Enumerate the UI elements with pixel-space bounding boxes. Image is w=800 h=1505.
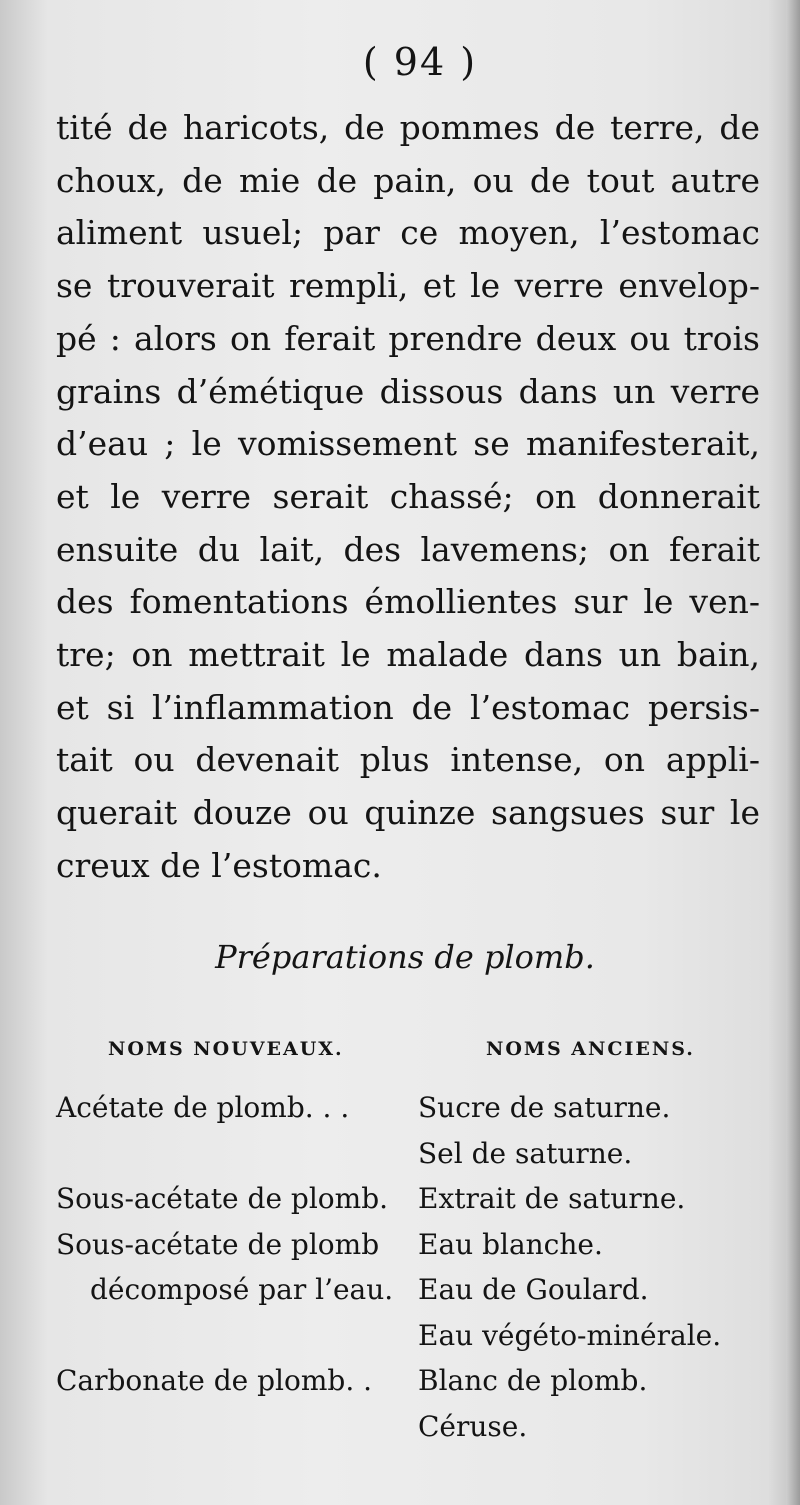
old-name-cell: Blanc de plomb. (418, 1364, 648, 1397)
text-line: tait ou devenait plus intense, on appli- (56, 740, 760, 780)
table-row (56, 1176, 766, 1222)
text-line: et le verre serait chassé; on donnerait (56, 476, 760, 516)
column-header-new-names: NOMS NOUVEAUX. (108, 1038, 344, 1060)
text-line: querait douze ou quinze sangsues sur le (56, 793, 760, 833)
text-line: pé : alors on ferait prendre deux ou trois (56, 318, 760, 358)
text-line: et si l’inflammation de l’estomac persis- (56, 687, 760, 727)
table-row (56, 1131, 766, 1177)
section-title: Préparations de plomb. (215, 938, 595, 976)
column-header-old-names: NOMS ANCIENS. (486, 1038, 695, 1060)
new-name-cell: Acétate de plomb. . . (56, 1091, 350, 1124)
text-line: d’eau ; le vomissement se manifesterait, (56, 424, 760, 464)
text-line: choux, de mie de pain, ou de tout autre (56, 160, 760, 200)
page-number: ( 94 ) (362, 40, 478, 84)
old-name-cell: Eau de Goulard. (418, 1273, 649, 1306)
table-row (56, 1404, 766, 1450)
old-name-cell: Sel de saturne. (418, 1136, 633, 1170)
table-row (56, 1085, 766, 1131)
table-row (56, 1267, 766, 1313)
body-paragraph (56, 102, 760, 893)
text-line: des fomentations émollientes sur le ven- (56, 582, 760, 622)
old-name-cell: Céruse. (418, 1409, 528, 1443)
page-edge-shadow (786, 0, 800, 1505)
new-name-cell: Carbonate de plomb. . (56, 1364, 373, 1397)
table-row (56, 1222, 766, 1268)
table-row (56, 1358, 766, 1404)
new-name-cell: Sous-acétate de plomb (56, 1227, 380, 1261)
old-name-cell: Eau végéto-minérale. (418, 1318, 722, 1352)
old-name-cell: Sucre de saturne. (418, 1091, 671, 1124)
table-row (56, 1313, 766, 1359)
new-name-cell: Sous-acétate de plomb. (56, 1182, 389, 1215)
names-table (56, 1085, 766, 1449)
text-line: tité de haricots, de pommes de terre, de (56, 108, 760, 147)
text-line: aliment usuel; par ce moyen, l’estomac (56, 213, 760, 253)
text-line: ensuite du lait, des lavemens; on ferait (56, 529, 760, 569)
text-line: creux de l’estomac. (56, 845, 382, 885)
new-name-cell: décomposé par l’eau. (90, 1273, 394, 1306)
text-line: tre; on mettrait le malade dans un bain, (56, 635, 760, 675)
text-line: grains d’émétique dissous dans un verre (56, 371, 760, 411)
old-name-cell: Eau blanche. (418, 1227, 603, 1261)
text-line: se trouverait rempli, et le verre envelop- (56, 266, 760, 306)
old-name-cell: Extrait de saturne. (418, 1182, 686, 1215)
